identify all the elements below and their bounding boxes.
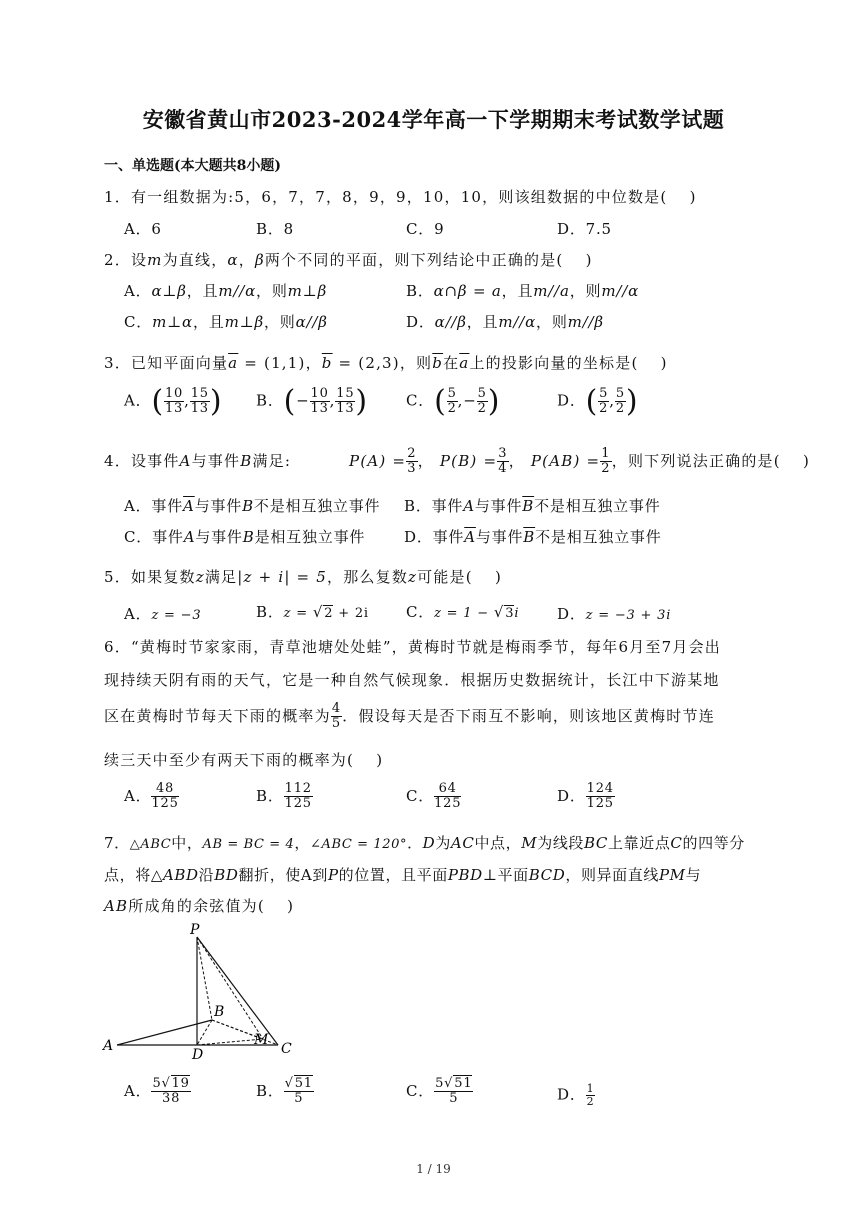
q1-option-a: A．6 — [124, 220, 162, 238]
tetrahedron-figure — [100, 920, 300, 1060]
question-6-line-4: 续三天中至少有两天下雨的概率为( ) — [104, 751, 384, 769]
q3-option-b: B．(− $\frac{10}{13}$ , $\frac{15}{13}$ ) — [256, 384, 368, 419]
label-d: D — [192, 1047, 204, 1060]
q2-option-a: A．α⊥β，且m//α，则m⊥β — [124, 282, 328, 300]
q4-option-b: B．事件A与事件$\overline{B}$不是相互独立事件 — [404, 497, 661, 515]
q3-option-d: D．( $\frac{5}{2}$ , $\frac{5}{2}$ ) — [557, 384, 639, 419]
q1-option-d: D．7.5 — [557, 220, 612, 238]
q3-option-a: A．( $\frac{10}{13}$ , $\frac{15}{13}$ ) — [124, 384, 223, 419]
question-5-stem: 5．如果复数z满足|z + i| = 5，那么复数z可能是( ) — [104, 568, 503, 586]
edge-pb — [197, 937, 212, 1020]
page-title: 安徽省黄山市2023-2024学年高一下学期期末考试数学试题 — [142, 107, 725, 132]
q6-option-d: D． $\frac{124}{125}$ — [557, 781, 614, 812]
q3-option-c: C．( $\frac{5}{2}$ ,− $\frac{5}{2}$ ) — [406, 384, 501, 419]
q7-option-d: D． $\frac{1}{2}$ — [557, 1082, 595, 1109]
question-7-line-1: 7．△ABC中，AB = BC = 4，∠ABC = 120°．D为AC中点，M为线段BC上靠近点C的四等分 — [104, 834, 745, 852]
q6-option-a: A． $\frac{48}{125}$ — [124, 781, 179, 812]
edge-pc — [197, 937, 278, 1045]
q6-option-c: C． $\frac{64}{125}$ — [406, 781, 462, 812]
q4-option-c: C．事件A与事件B是相互独立事件 — [124, 528, 366, 546]
q5-option-a: A．z = −3 — [124, 605, 202, 623]
label-m: M — [254, 1032, 269, 1048]
question-6-line-3: 区在黄梅时节每天下雨的概率为 $\frac{4}{5}$ ．假设每天是否下雨互不影响，则该地区黄梅时节连 — [104, 701, 715, 732]
q5-option-b: B．z = √2 + 2i — [256, 603, 369, 621]
q2-option-b: B．α∩β = a，且m//a，则m//α — [406, 282, 640, 300]
q4-option-d: D．事件$\overline{A}$与事件$\overline{B}$不是相互独立事件 — [404, 528, 662, 546]
q1-option-b: B．8 — [256, 220, 294, 238]
question-4-stem: 4．设事件A与事件B满足: P(A) = $\frac{2}{3}$ ， P(B) = $\frac{3}{4}$ ， P(AB) = $\frac{1}{2}$ ，则下列说法正确的是( ) — [104, 446, 811, 477]
question-1-stem: 1．有一组数据为:5，6，7，7，8，9，9，10，10，则该组数据的中位数是( ) — [104, 188, 697, 206]
question-6-line-2: 现持续天阴有雨的天气，它是一种自然气候现象．根据历史数据统计，长江中下游某地 — [104, 671, 720, 689]
edge-ab — [117, 1020, 212, 1045]
q2-option-c: C．m⊥α，且m⊥β，则α//β — [124, 313, 328, 331]
question-7-line-2: 点，将△ABD沿BD翻折，使A到P的位置，且平面PBD⊥平面BCD，则异面直线PM与 — [104, 866, 702, 884]
label-c: C — [281, 1041, 292, 1057]
q6-option-b: B． $\frac{112}{125}$ — [256, 781, 312, 812]
q4-option-a: A．事件$\overline{A}$与事件B不是相互独立事件 — [124, 497, 381, 515]
page-number: 1 / 19 — [416, 1162, 451, 1176]
q1-option-c: C．9 — [406, 220, 445, 238]
section-heading: 一、单选题(本大题共8小题) — [104, 158, 281, 174]
q7-option-b: B． $\frac{√51}{5}$ — [256, 1076, 313, 1107]
edge-pm — [197, 937, 263, 1039]
question-6-line-1: 6．“黄梅时节家家雨，青草池塘处处蛙”，黄梅时节就是梅雨季节，每年6月至7月会出 — [104, 638, 721, 656]
q5-option-d: D．z = −3 + 3i — [557, 605, 672, 623]
label-b: B — [214, 1004, 225, 1020]
q7-option-c: C． $\frac{5√51}{5}$ — [406, 1076, 473, 1107]
label-p: P — [190, 922, 200, 938]
question-3-stem: 3．已知平面向量$\overline{a} = (1,1)$，$\overline{b} = (2,3)$，则$\overline{b}$在$\overline{a}$上的投影向量的坐标是( ) — [104, 354, 668, 372]
q2-option-d: D．α//β，且m//α，则m//β — [406, 313, 604, 331]
label-a: A — [103, 1038, 114, 1054]
question-7-line-3: AB所成角的余弦值为( ) — [104, 897, 295, 915]
question-2-stem: 2．设m为直线，α，β两个不同的平面，则下列结论中正确的是( ) — [104, 251, 593, 269]
q7-option-a: A． $\frac{5√19}{38}$ — [124, 1076, 190, 1107]
q5-option-c: C．z = 1 − √3i — [406, 603, 520, 621]
